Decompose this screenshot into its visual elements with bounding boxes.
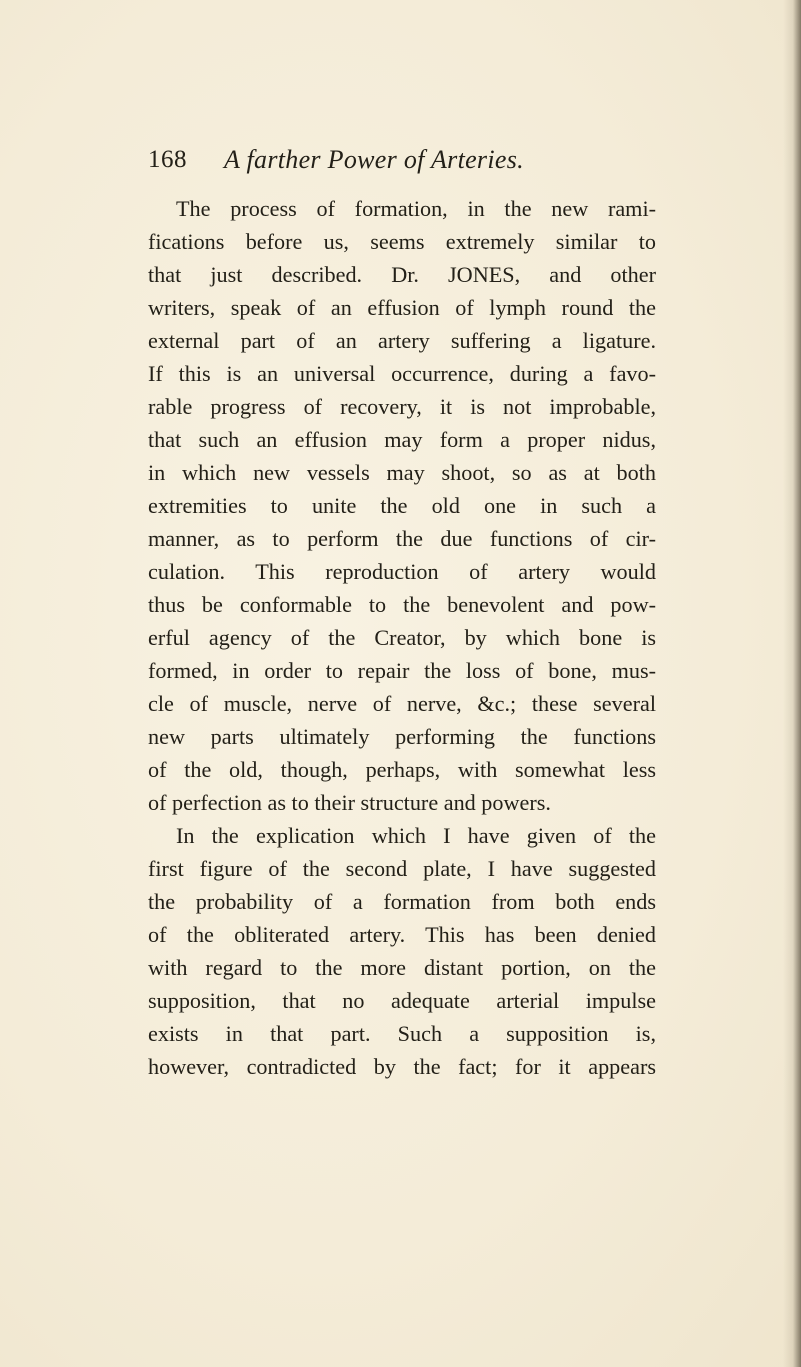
running-title: A farther Power of Arteries. (224, 145, 524, 174)
text-line-20: In the explication which I have given of the (176, 823, 656, 848)
text-line-1: The process of formation, in the new rami- (176, 196, 656, 221)
page-number: 168 (148, 146, 187, 173)
page-header (148, 143, 761, 177)
body-text (148, 192, 656, 1083)
text-line-11: manner, as to perform the due functions of cir- (148, 526, 656, 551)
text-line-7: rable progress of recovery, it is not improbable, (148, 394, 656, 419)
text-line-6: If this is an universal occurrence, during a favo- (148, 361, 656, 386)
text-line-26: exists in that part. Such a supposition is, (148, 1021, 656, 1046)
text-line-13: thus be conformable to the benevolent and pow- (148, 592, 656, 617)
text-line-21: first figure of the second plate, I have suggested (148, 856, 656, 881)
text-line-24: with regard to the more distant portion, on the (148, 955, 656, 980)
text-line-14: erful agency of the Creator, by which bone is (148, 625, 656, 650)
text-line-23: of the obliterated artery. This has been denied (148, 922, 656, 947)
text-line-9: in which new vessels may shoot, so as at both (148, 460, 656, 485)
text-line-12: culation. This reproduction of artery would (148, 559, 656, 584)
text-line-15: formed, in order to repair the loss of bone, mus- (148, 658, 656, 683)
text-line-10: extremities to unite the old one in such a (148, 493, 656, 518)
text-line-17: new parts ultimately performing the functions (148, 724, 656, 749)
text-line-19: of perfection as to their structure and powers. (148, 790, 551, 815)
text-line-8: that such an effusion may form a proper nidus, (148, 427, 656, 452)
page-edge-shadow (783, 0, 801, 1367)
text-line-22: the probability of a formation from both ends (148, 889, 656, 914)
text-line-16: cle of muscle, nerve of nerve, &c.; these several (148, 691, 656, 716)
text-line-18: of the old, though, perhaps, with somewhat less (148, 757, 656, 782)
text-line-4: writers, speak of an effusion of lymph round the (148, 295, 656, 320)
text-line-3: that just described. Dr. JONES, and other (148, 262, 656, 287)
text-line-27: however, contradicted by the fact; for it appears (148, 1054, 656, 1079)
text-line-2: fications before us, seems extremely similar to (148, 229, 656, 254)
text-line-5: external part of an artery suffering a ligature. (148, 328, 656, 353)
text-line-25: supposition, that no adequate arterial impulse (148, 988, 656, 1013)
